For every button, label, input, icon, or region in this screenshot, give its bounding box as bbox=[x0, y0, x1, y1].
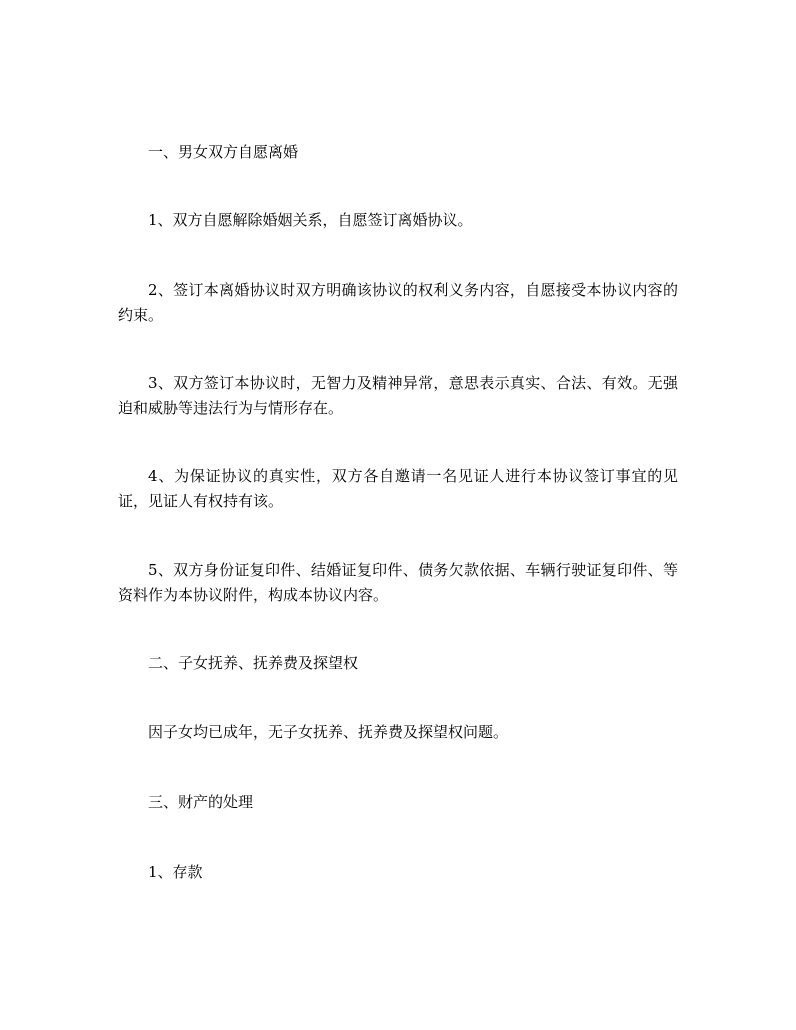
paragraph-1-1: 1、双方自愿解除婚姻关系，自愿签订离婚协议。 bbox=[148, 211, 473, 229]
section-heading-2: 二、子女抚养、抚养费及探望权 bbox=[148, 654, 359, 672]
paragraph-2-1: 因子女均已成年，无子女抚养、抚养费及探望权问题。 bbox=[148, 723, 509, 741]
paragraph-1-3: 3、双方签订本协议时，无智力及精神异常，意思表示真实、合法、有效。无强迫和威胁等违法行为与情形存在。 bbox=[118, 374, 678, 417]
section-heading-3: 三、财产的处理 bbox=[148, 793, 254, 811]
paragraph-1-5: 5、双方身份证复印件、结婚证复印件、债务欠款依据、车辆行驶证复印件、等资料作为本协议附件，构成本协议内容。 bbox=[118, 561, 678, 604]
paragraph-1-2: 2、签订本离婚协议时双方明确该协议的权利义务内容，自愿接受本协议内容的约束。 bbox=[118, 281, 678, 324]
paragraph-3-1: 1、存款 bbox=[148, 863, 203, 881]
paragraph-1-4: 4、为保证协议的真实性，双方各自邀请一名见证人进行本协议签订事宜的见证，见证人有权持有该。 bbox=[118, 467, 678, 510]
section-heading-1: 一、男女双方自愿离婚 bbox=[148, 143, 299, 161]
